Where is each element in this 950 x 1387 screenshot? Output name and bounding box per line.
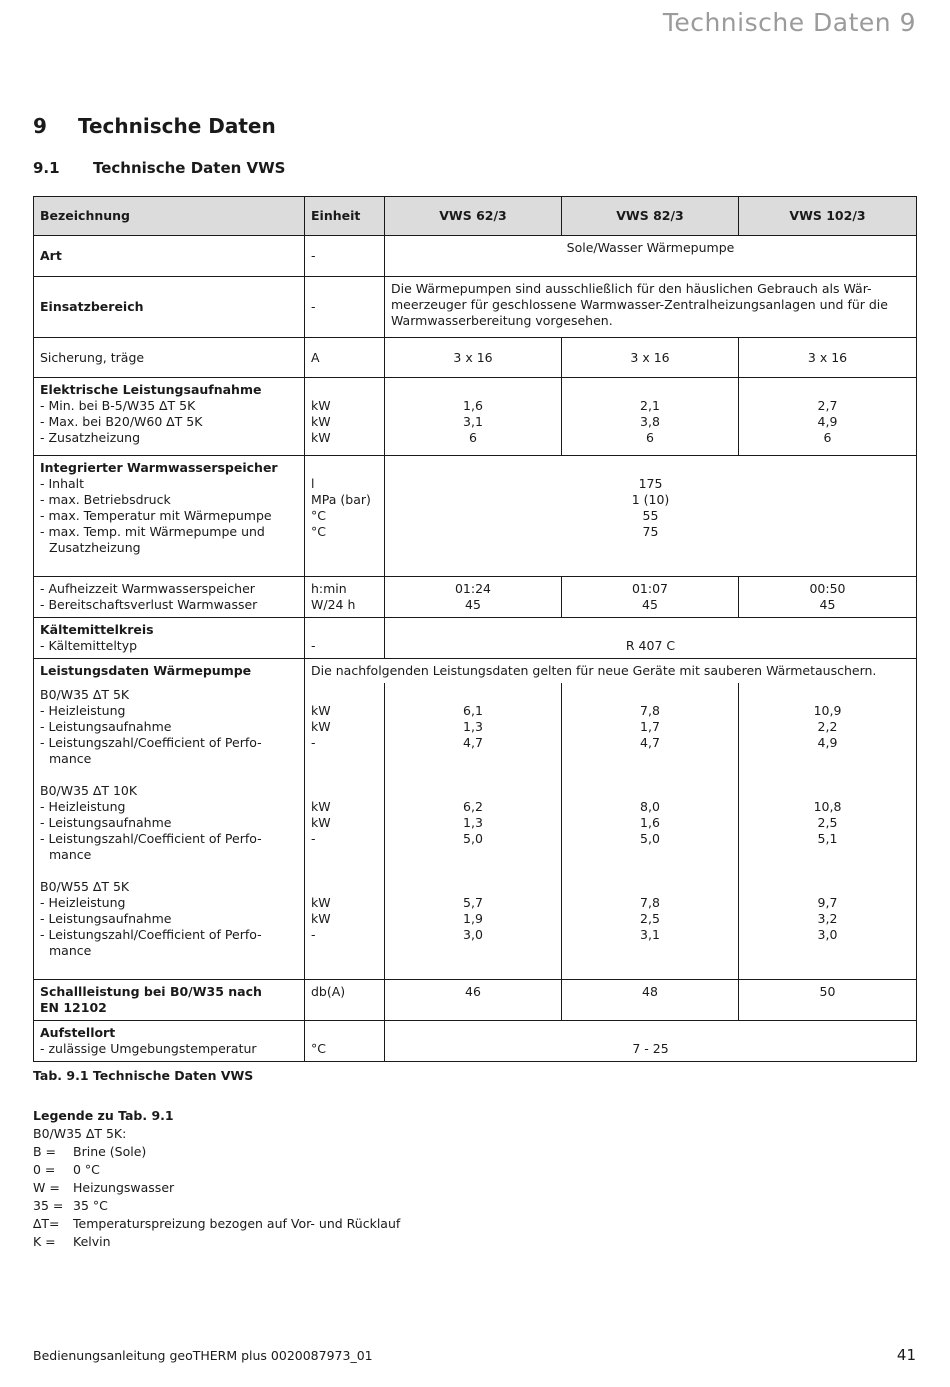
cell-value: 3 x 16 (562, 338, 739, 378)
table-row (34, 338, 917, 378)
value: 7 - 25 (632, 1040, 669, 1056)
legend-item (33, 1215, 400, 1233)
cell-value (385, 577, 562, 618)
unit: - (311, 638, 316, 653)
value: 2,7 (817, 398, 838, 413)
unit: °C (311, 1040, 326, 1056)
header-vws-82: VWS 82/3 (562, 197, 739, 236)
value: 6,2 (463, 799, 483, 814)
row-unit: - (305, 236, 385, 277)
value: 1,3 (463, 815, 483, 830)
sub-label: - Heizleistung (40, 895, 126, 910)
unit: W/24 h (311, 597, 356, 612)
legend-key: 0 = (33, 1162, 56, 1177)
sub-label: - max. Temperatur mit Wärmepumpe (40, 508, 272, 523)
cell-value: 48 (562, 979, 739, 1020)
sub-label: - Leistungszahl/Coefficient of Perfo- (40, 927, 262, 942)
legend-item (33, 1143, 400, 1161)
sub-label: - Leistungszahl/Coefficient of Perfo- (40, 735, 262, 750)
sub-label: - Bereitschaftsverlust Warmwasser (40, 597, 258, 612)
table-row (34, 618, 917, 659)
legend-key: ∆T= (33, 1216, 60, 1231)
running-head: Technische Daten 9 (662, 8, 916, 37)
unit: °C (311, 508, 326, 523)
unit: - (311, 735, 316, 750)
merged-value (385, 1020, 917, 1061)
label-line: EN 12102 (40, 999, 107, 1015)
cell-value: 50 (739, 979, 917, 1020)
value: 45 (819, 597, 836, 612)
legend-item (33, 1179, 400, 1197)
value: 6 (823, 430, 832, 445)
table-row (34, 456, 917, 577)
value: 6 (646, 430, 654, 445)
cell-value (385, 683, 562, 979)
sub-label: - Inhalt (40, 476, 85, 491)
value: 6 (469, 430, 477, 445)
row-label (34, 979, 305, 1020)
sub-label: - Heizleistung (40, 703, 126, 718)
header-einheit: Einheit (305, 197, 385, 236)
chapter-number: 9 (33, 114, 47, 138)
row-label (34, 456, 305, 577)
legend-title: Legende zu Tab. 9.1 (33, 1108, 174, 1123)
value: R 407 C (625, 638, 676, 653)
row-value: Sole/Wasser Wärmepumpe (385, 236, 917, 277)
unit: - (311, 831, 316, 846)
footer-document-title: Bedienungsanleitung geoTHERM plus 0020087973_01 (33, 1348, 373, 1363)
cell-value (562, 577, 739, 618)
sub-label: - Leistungsaufnahme (40, 815, 172, 830)
value: 4,9 (817, 735, 838, 750)
row-label (34, 618, 305, 659)
value: 6,1 (463, 703, 483, 718)
value: 7,8 (640, 703, 660, 718)
sub-label: - Heizleistung (40, 799, 126, 814)
legend-key: 35 = (33, 1198, 64, 1213)
cell-value (562, 378, 739, 456)
group-title: Kältemittelkreis (40, 622, 154, 637)
sub-label: - max. Temp. mit Wärmepumpe und (40, 524, 265, 539)
value: 5,1 (817, 831, 838, 846)
unit: kW (311, 895, 331, 910)
legend-text: 0 °C (73, 1162, 100, 1177)
technical-data-table (33, 196, 917, 1062)
value: 3,1 (463, 414, 483, 429)
group-title: Aufstellort (40, 1024, 116, 1040)
row-value (385, 277, 917, 338)
group-name: B0/W35 ∆T 5K (40, 687, 130, 702)
value: 45 (465, 597, 481, 612)
sub-label: - Aufheizzeit Warmwasserspeicher (40, 581, 255, 596)
chapter-title: Technische Daten (78, 114, 276, 138)
unit: kW (311, 703, 331, 718)
value: 3,0 (817, 927, 838, 942)
sub-label-continued: mance (49, 751, 92, 766)
cell-value (562, 683, 739, 979)
legend (33, 1107, 400, 1251)
sub-label: - Min. bei B-5/W35 ∆T 5K (40, 398, 196, 413)
value: 2,1 (640, 398, 660, 413)
value: 01:24 (454, 581, 492, 596)
cell-value (739, 378, 917, 456)
header-vws-62: VWS 62/3 (385, 197, 562, 236)
value: 3,1 (640, 927, 660, 942)
unit: MPa (bar) (311, 492, 371, 507)
page-number: 41 (896, 1346, 916, 1364)
row-unit: - (305, 277, 385, 338)
text-line: meerzeuger für geschlossene Warmwasser-Zentralheizungsanlagen und für die (391, 297, 888, 312)
cell-value (739, 577, 917, 618)
legend-text: Kelvin (73, 1234, 111, 1249)
row-unit: db(A) (305, 979, 385, 1020)
value: 1,6 (463, 398, 483, 413)
table-row (34, 683, 917, 979)
value: 4,7 (640, 735, 660, 750)
row-label: Sicherung, träge (34, 338, 305, 378)
value: 75 (642, 524, 659, 539)
row-label: Art (34, 236, 305, 277)
section-heading (33, 159, 285, 177)
row-label (34, 683, 305, 979)
row-label (34, 378, 305, 456)
value: 3,8 (640, 414, 660, 429)
unit: l (311, 476, 315, 491)
group-title: Integrierter Warmwasserspeicher (40, 460, 278, 475)
note: Die nachfolgenden Leistungsdaten gelten für neue Geräte mit sauberen Wärmetauschern. (305, 659, 917, 684)
group-title: Elektrische Leistungsaufnahme (40, 382, 262, 397)
value: 4,7 (463, 735, 483, 750)
unit: kW (311, 799, 331, 814)
value: 3,2 (817, 911, 838, 926)
sub-label: - Max. bei B20/W60 ∆T 5K (40, 414, 203, 429)
legend-text: Temperaturspreizung bezogen auf Vor- und Rücklauf (73, 1216, 401, 1231)
sub-label-continued: mance (49, 943, 92, 958)
legend-key: B = (33, 1144, 57, 1159)
row-unit (305, 456, 385, 577)
row-unit (305, 577, 385, 618)
table-row (34, 1020, 917, 1061)
value: 5,0 (463, 831, 483, 846)
value: 2,5 (817, 815, 838, 830)
text-line: Warmwasserbereitung vorgesehen. (391, 313, 613, 328)
text-line: Die Wärmepumpen sind ausschließlich für den häuslichen Gebrauch als Wär- (391, 281, 872, 296)
legend-example: B0/W35 ∆T 5K: (33, 1126, 127, 1141)
value: 1,7 (640, 719, 660, 734)
value: 2,5 (640, 911, 660, 926)
unit: kW (311, 414, 331, 429)
header-vws-102: VWS 102/3 (739, 197, 917, 236)
legend-text: Heizungswasser (73, 1180, 175, 1195)
group-name: B0/W55 ∆T 5K (40, 879, 130, 894)
sub-label: - zulässige Umgebungstemperatur (40, 1040, 257, 1056)
value: 45 (642, 597, 658, 612)
unit: h:min (311, 581, 347, 596)
row-label: Einsatzbereich (34, 277, 305, 338)
cell-value: 46 (385, 979, 562, 1020)
row-unit (305, 618, 385, 659)
group-name: B0/W35 ∆T 10K (40, 783, 138, 798)
value: 3,0 (463, 927, 483, 942)
legend-key: K = (33, 1234, 56, 1249)
sub-label: - Kältemitteltyp (40, 638, 138, 653)
label-line: Schallleistung bei B0/W35 nach (40, 983, 262, 999)
legend-item (33, 1233, 400, 1251)
merged-value (385, 456, 917, 577)
cell-value (385, 378, 562, 456)
sub-label: - Zusatzheizung (40, 430, 141, 445)
unit: °C (311, 524, 326, 539)
row-unit (305, 378, 385, 456)
row-unit (305, 1020, 385, 1061)
group-title: Leistungsdaten Wärmepumpe (34, 659, 305, 684)
legend-item (33, 1161, 400, 1179)
row-label (34, 577, 305, 618)
value: 1,9 (463, 911, 483, 926)
legend-item (33, 1197, 400, 1215)
value: 1,6 (640, 815, 660, 830)
sub-label: - Leistungsaufnahme (40, 911, 172, 926)
value: 5,0 (640, 831, 660, 846)
legend-text: Brine (Sole) (73, 1144, 147, 1159)
value: 00:50 (809, 581, 846, 596)
sub-label: - Leistungsaufnahme (40, 719, 172, 734)
unit: kW (311, 911, 331, 926)
value: 55 (642, 508, 659, 523)
table-caption: Tab. 9.1 Technische Daten VWS (33, 1068, 254, 1083)
unit: kW (311, 398, 331, 413)
value: 175 (638, 476, 663, 491)
table-row (34, 577, 917, 618)
value: 2,2 (817, 719, 838, 734)
value: 7,8 (640, 895, 660, 910)
table-row (34, 378, 917, 456)
unit: kW (311, 430, 331, 445)
legend-key: W = (33, 1180, 60, 1195)
unit: - (311, 927, 316, 942)
sub-label-continued: mance (49, 847, 92, 862)
section-number: 9.1 (33, 159, 60, 177)
section-title: Technische Daten VWS (93, 159, 286, 177)
row-unit: A (305, 338, 385, 378)
row-label (34, 1020, 305, 1061)
table-header-row (34, 197, 917, 236)
table-row (34, 659, 917, 684)
value: 10,9 (813, 703, 842, 718)
value: 4,9 (817, 414, 838, 429)
value: 01:07 (631, 581, 669, 596)
value: 10,8 (813, 799, 842, 814)
merged-value (385, 618, 917, 659)
unit: kW (311, 719, 331, 734)
value: 5,7 (463, 895, 483, 910)
row-unit (305, 683, 385, 979)
chapter-heading (33, 114, 276, 138)
unit: kW (311, 815, 331, 830)
value: 9,7 (817, 895, 838, 910)
value: 1,3 (463, 719, 483, 734)
cell-value (739, 683, 917, 979)
value: 1 (10) (631, 492, 670, 507)
sub-label: - Leistungszahl/Coefficient of Perfo- (40, 831, 262, 846)
sub-label: - max. Betriebsdruck (40, 492, 171, 507)
cell-value: 3 x 16 (385, 338, 562, 378)
table-row (34, 236, 917, 277)
cell-value: 3 x 16 (739, 338, 917, 378)
sub-label-continued: Zusatzheizung (49, 540, 141, 555)
value: 8,0 (640, 799, 660, 814)
table-row (34, 277, 917, 338)
header-bezeichnung: Bezeichnung (34, 197, 305, 236)
legend-text: 35 °C (73, 1198, 108, 1213)
table-row (34, 979, 917, 1020)
